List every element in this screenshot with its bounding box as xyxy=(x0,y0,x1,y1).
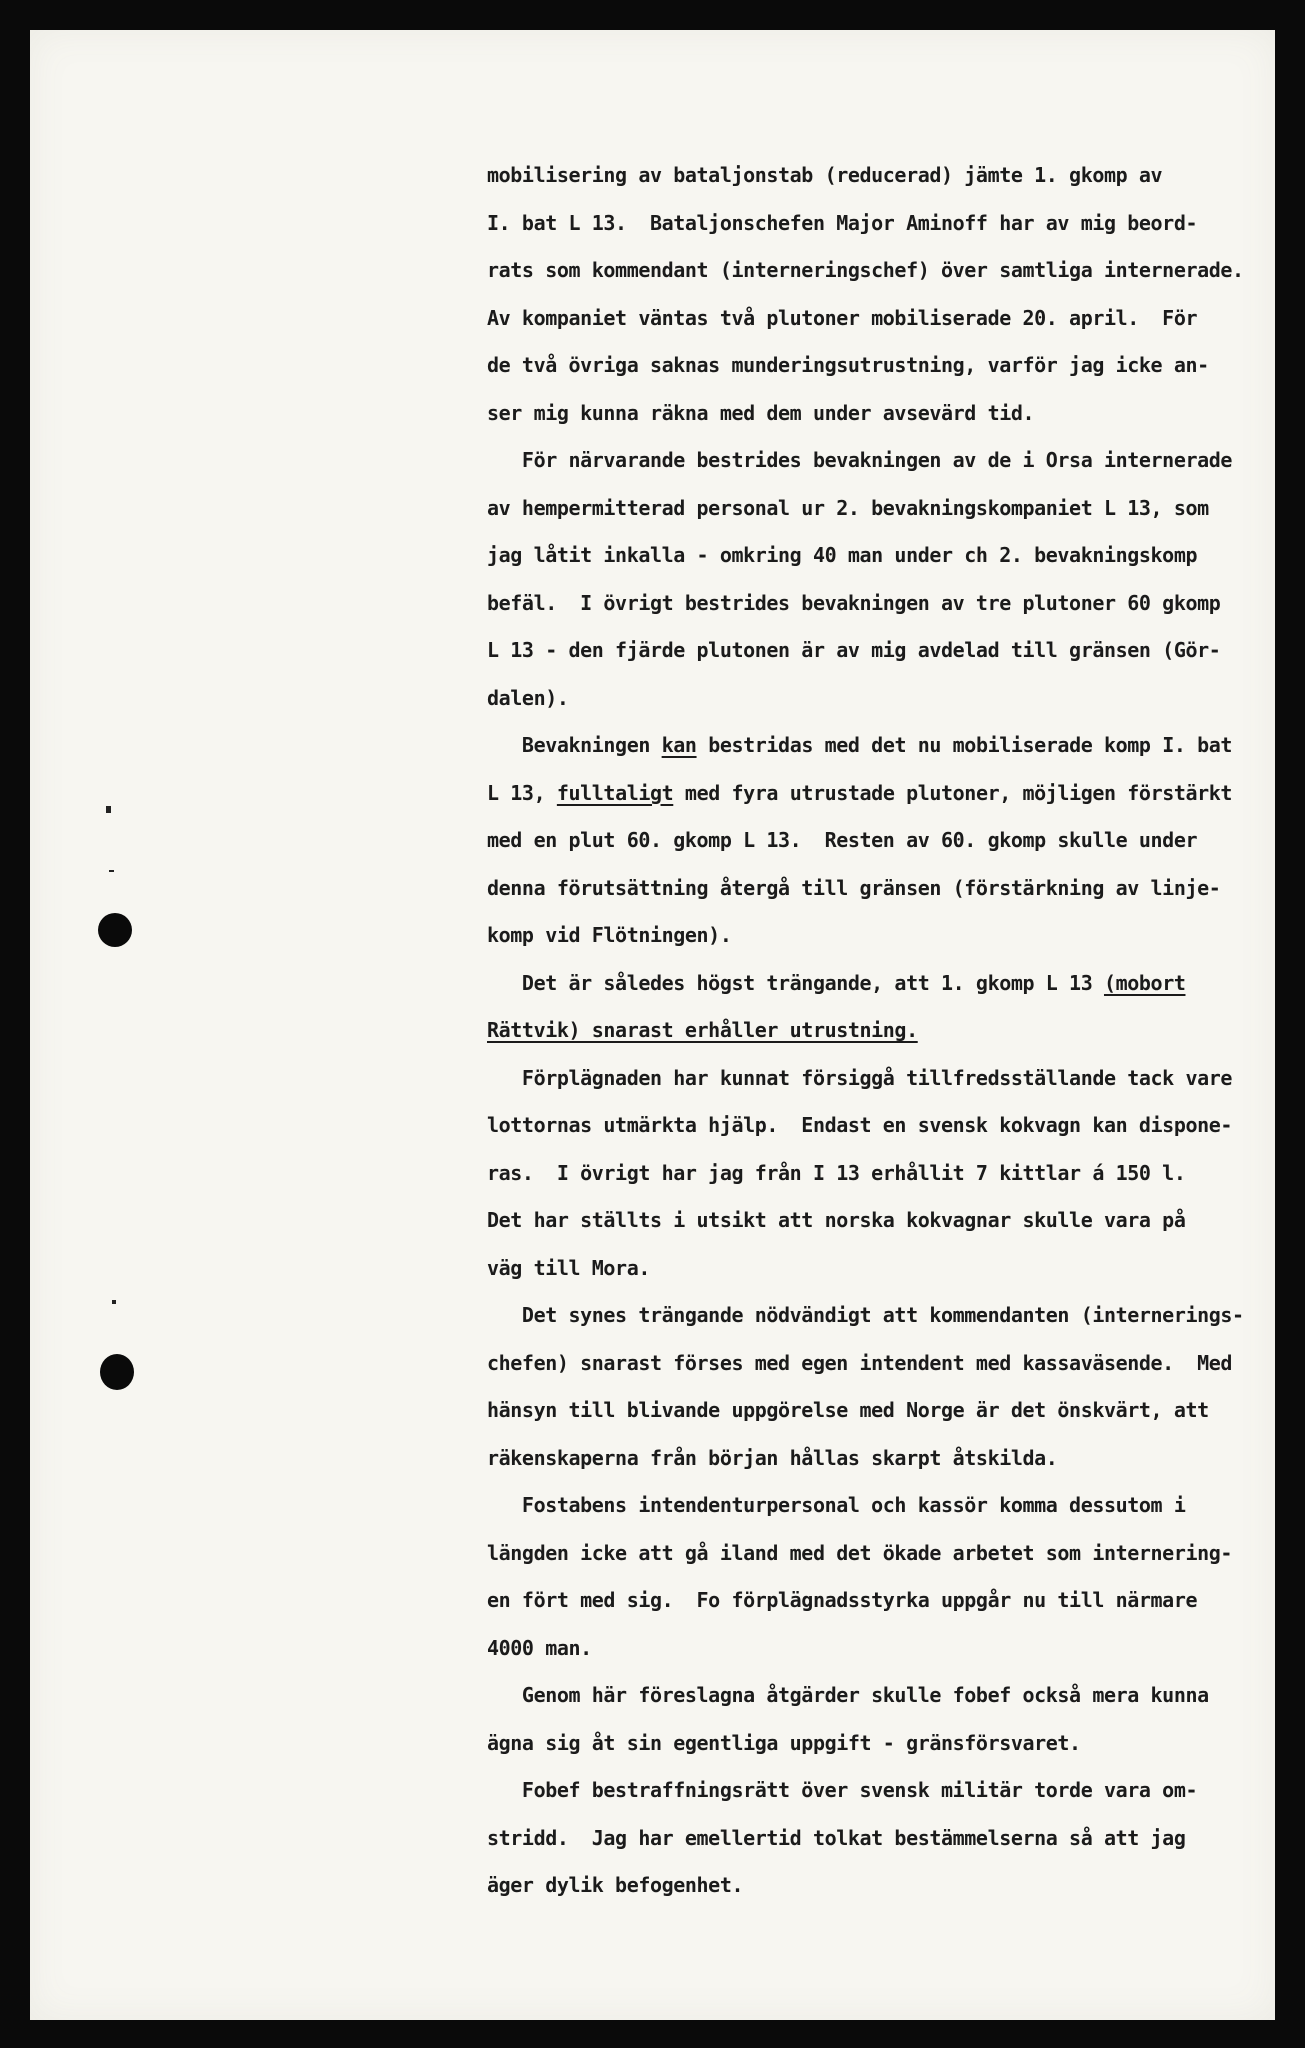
text-line: väg till Mora. xyxy=(487,1255,650,1280)
text-line: räkenskaperna från början hållas skarpt åtskilda. xyxy=(487,1445,1058,1470)
typed-body-text xyxy=(487,152,1247,1910)
text-line: stridd. Jag har emellertid tolkat bestämmelserna så att jag xyxy=(487,1825,1186,1850)
text-segment: Bevakningen xyxy=(487,733,662,757)
punch-hole xyxy=(98,913,132,947)
margin-mark xyxy=(109,870,114,872)
text-line: ser mig kunna räkna med dem under avsevärd tid. xyxy=(487,400,1035,425)
underlined-word: fulltaligt xyxy=(556,780,674,805)
text-line: Genom här föreslagna åtgärder skulle fobef också mera kunna xyxy=(487,1683,1209,1707)
text-line: jag låtit inkalla - omkring 40 man under ch 2. bevakningskomp xyxy=(487,543,1198,567)
text-line: Förplägnaden har kunnat försiggå tillfredsställande tack vare xyxy=(487,1065,1233,1090)
text-line: en fört med sig. Fo förplägnadsstyrka uppgår nu till närmare xyxy=(487,1588,1198,1612)
text-line: Fobef bestraffningsrätt över svensk militär torde vara om- xyxy=(487,1778,1198,1802)
text-line: 4000 man. xyxy=(487,1635,592,1660)
text-line: I. bat L 13. Bataljonschefen Major Aminoff har av mig beord- xyxy=(487,210,1198,235)
text-line: ägna sig åt sin egentliga uppgift - gränsförsvaret. xyxy=(487,1730,1081,1755)
text-line: För närvarande bestrides bevakningen av de i Orsa internerade xyxy=(487,448,1233,472)
document-page xyxy=(30,30,1275,2020)
margin-mark xyxy=(106,806,111,813)
text-line: mobilisering av bataljonstab (reducerad) jämte 1. gkomp av xyxy=(487,163,1163,187)
text-line: av hempermitterad personal ur 2. bevakningskompaniet L 13, som xyxy=(487,495,1209,520)
underlined-line: Rättvik) snarast erhåller utrustning. xyxy=(487,1018,918,1042)
underlined-word: kan xyxy=(661,733,697,757)
text-line xyxy=(487,960,1247,1008)
text-segment: Det är således högst trängande, att 1. gkomp L 13 xyxy=(487,970,1104,995)
text-line: äger dylik befogenhet. xyxy=(487,1873,744,1897)
text-line: Det har ställts i utsikt att norska kokvagnar skulle vara på xyxy=(487,1208,1186,1232)
text-line: de två övriga saknas munderingsutrustning, varför jag icke an- xyxy=(487,353,1209,377)
punch-hole xyxy=(100,1354,134,1390)
text-line: komp vid Flötningen). xyxy=(487,923,732,947)
text-line: Av kompaniet väntas två plutoner mobiliserade 20. april. För xyxy=(487,305,1198,330)
text-line: Fostabens intendenturpersonal och kassör komma dessutom i xyxy=(487,1493,1186,1517)
text-line: befäl. I övrigt bestrides bevakningen av tre plutoner 60 gkomp xyxy=(487,590,1221,615)
text-line: rats som kommendant (interneringschef) över samtliga internerade. xyxy=(487,258,1244,282)
text-line: chefen) snarast förses med egen intendent med kassaväsende. Med xyxy=(487,1350,1233,1375)
text-line: Det synes trängande nödvändigt att kommendanten (internerings- xyxy=(487,1303,1244,1327)
text-line: L 13 - den fjärde plutonen är av mig avdelad till gränsen (Gör- xyxy=(487,638,1221,662)
text-line: med en plut 60. gkomp L 13. Resten av 60. gkomp skulle under xyxy=(487,828,1198,852)
underlined-phrase: (mobort xyxy=(1103,970,1186,995)
margin-mark xyxy=(112,1300,116,1304)
text-line: längden icke att gå iland med det ökade arbetet som internering- xyxy=(487,1540,1233,1565)
text-line: denna förutsättning återgå till gränsen (förstärkning av linje- xyxy=(487,875,1221,900)
text-line xyxy=(487,770,1247,818)
text-line: lottornas utmärkta hjälp. Endast en svensk kokvagn kan dispone- xyxy=(487,1113,1233,1137)
text-segment: bestridas med det nu mobiliserade komp I. bat xyxy=(696,733,1233,757)
text-line: ras. I övrigt har jag från I 13 erhållit 7 kittlar á 150 l. xyxy=(487,1160,1186,1185)
text-segment: med fyra utrustade plutoner, möjligen förstärkt xyxy=(673,780,1233,805)
text-line: dalen). xyxy=(487,685,569,710)
text-line xyxy=(487,722,1247,770)
text-line: hänsyn till blivande uppgörelse med Norge är det önskvärt, att xyxy=(487,1398,1209,1422)
text-segment: L 13, xyxy=(487,780,557,805)
